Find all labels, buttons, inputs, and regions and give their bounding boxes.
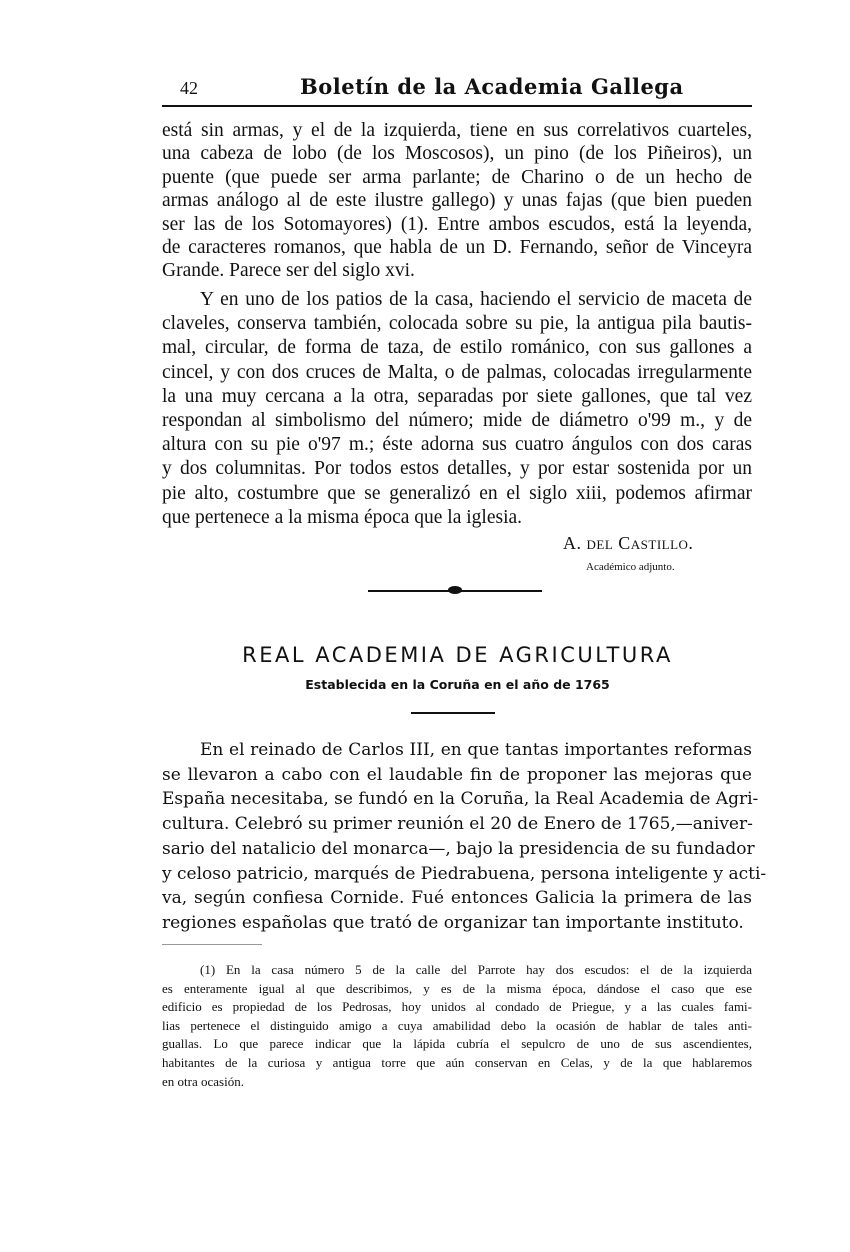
text-line: la una muy cercana a la otra, separadas por siete gallones, que tal vez [162, 385, 752, 407]
text-line: de caracteres romanos, que habla de un D. Fernando, señor de Vinceyra [162, 237, 752, 258]
text-line: respondan al simbolismo del número; mide de diámetro o'99 m., y de [162, 410, 752, 431]
text-line: altura con su pie o'97 m.; éste adorna sus cuatro ángulos con dos caras [162, 434, 752, 456]
section-rule [411, 712, 495, 714]
text-line: habitantes de la curiosa y antigua torre que aún conservan en Celas, y de la que hablaremos [162, 1055, 752, 1070]
text-line: armas análogo al de este ilustre gallego) y unas fajas (que bien pueden [162, 190, 752, 212]
running-title: Boletín de la Academia Gallega [300, 74, 684, 99]
text-line: va, según confiesa Cornide. Fué entonces Galicia la primera de las [162, 888, 752, 909]
text-line: (1) En la casa número 5 de la calle del Parrote hay dos escudos: el de la izquierda [200, 962, 752, 977]
text-line: lias pertenece el distinguido amigo a cuya amabilidad debo la ocasión de hablar de tales anti- [162, 1017, 752, 1033]
text-line: puente (que puede ser arma parlante; de Charino o de un hecho de [162, 166, 752, 188]
text-line: pie alto, costumbre que se generalizó en el siglo xiii, podemos afirmar [162, 482, 752, 504]
page-number: 42 [180, 78, 198, 98]
text-line: y celoso patricio, marqués de Piedrabuena, persona inteligente y acti- [162, 863, 767, 884]
text-line: sario del natalicio del monarca—, bajo la presidencia de su fundador [162, 838, 755, 859]
text-line: y dos columnitas. Por todos estos detalles, y por estar sostenida por un [162, 458, 752, 480]
text-line: en otra ocasión. [162, 1073, 244, 1089]
text-line: ser las de los Sotomayores) (1). Entre ambos escudos, está la leyenda, [162, 213, 752, 235]
text-line: regiones españolas que trató de organizar tan importante instituto. [162, 912, 744, 933]
author-signature: A. del Castillo. [563, 533, 694, 553]
text-line: edificio es propiedad de los Pedrosas, hoy unidos al condado de Priegue, y a las cuales fami- [162, 999, 752, 1015]
author-role: Académico adjunto. [586, 561, 675, 573]
text-line: está sin armas, y el de la izquierda, tiene en sus correlativos cuarteles, [162, 120, 752, 141]
section-title: REAL ACADEMIA DE AGRICULTURA [242, 643, 673, 667]
text-line: mal, circular, de forma de taza, de estilo románico, con sus gallones a [162, 337, 752, 359]
text-line: que pertenece a la misma época que la iglesia. [162, 506, 523, 528]
text-line: se llevaron a cabo con el laudable fin de proponer las mejoras que [162, 764, 752, 785]
text-line: cultura. Celebró su primer reunión el 20 de Enero de 1765,—aniver- [162, 814, 753, 835]
header-rule [162, 105, 752, 107]
text-line: claveles, conserva también, colocada sobre su pie, la antigua pila bautis- [162, 313, 752, 335]
ornament-center [448, 586, 462, 594]
text-line: cincel, y con dos cruces de Malta, o de palmas, colocadas irregularmente [162, 361, 752, 383]
text-line: Grande. Parece ser del siglo xvi. [162, 260, 415, 282]
text-line: En el reinado de Carlos III, en que tantas importantes reformas [200, 740, 752, 760]
section-subtitle: Establecida en la Coruña en el año de 1765 [305, 677, 610, 692]
text-line: guallas. Lo que parece indicar que la lápida cubría el sepulcro de uno de sus ascendientes, [162, 1036, 752, 1052]
text-line: una cabeza de lobo (de los Moscosos), un pino (de los Piñeiros), un [162, 143, 752, 165]
text-line: Y en uno de los patios de la casa, haciendo el servicio de maceta de [200, 289, 752, 310]
footnote-rule [162, 944, 262, 945]
text-line: España necesitaba, se fundó en la Coruña, la Real Academia de Agri- [162, 789, 759, 810]
text-line: es enteramente igual al que describimos, y es de la misma época, dándose el caso que ese [162, 980, 752, 996]
